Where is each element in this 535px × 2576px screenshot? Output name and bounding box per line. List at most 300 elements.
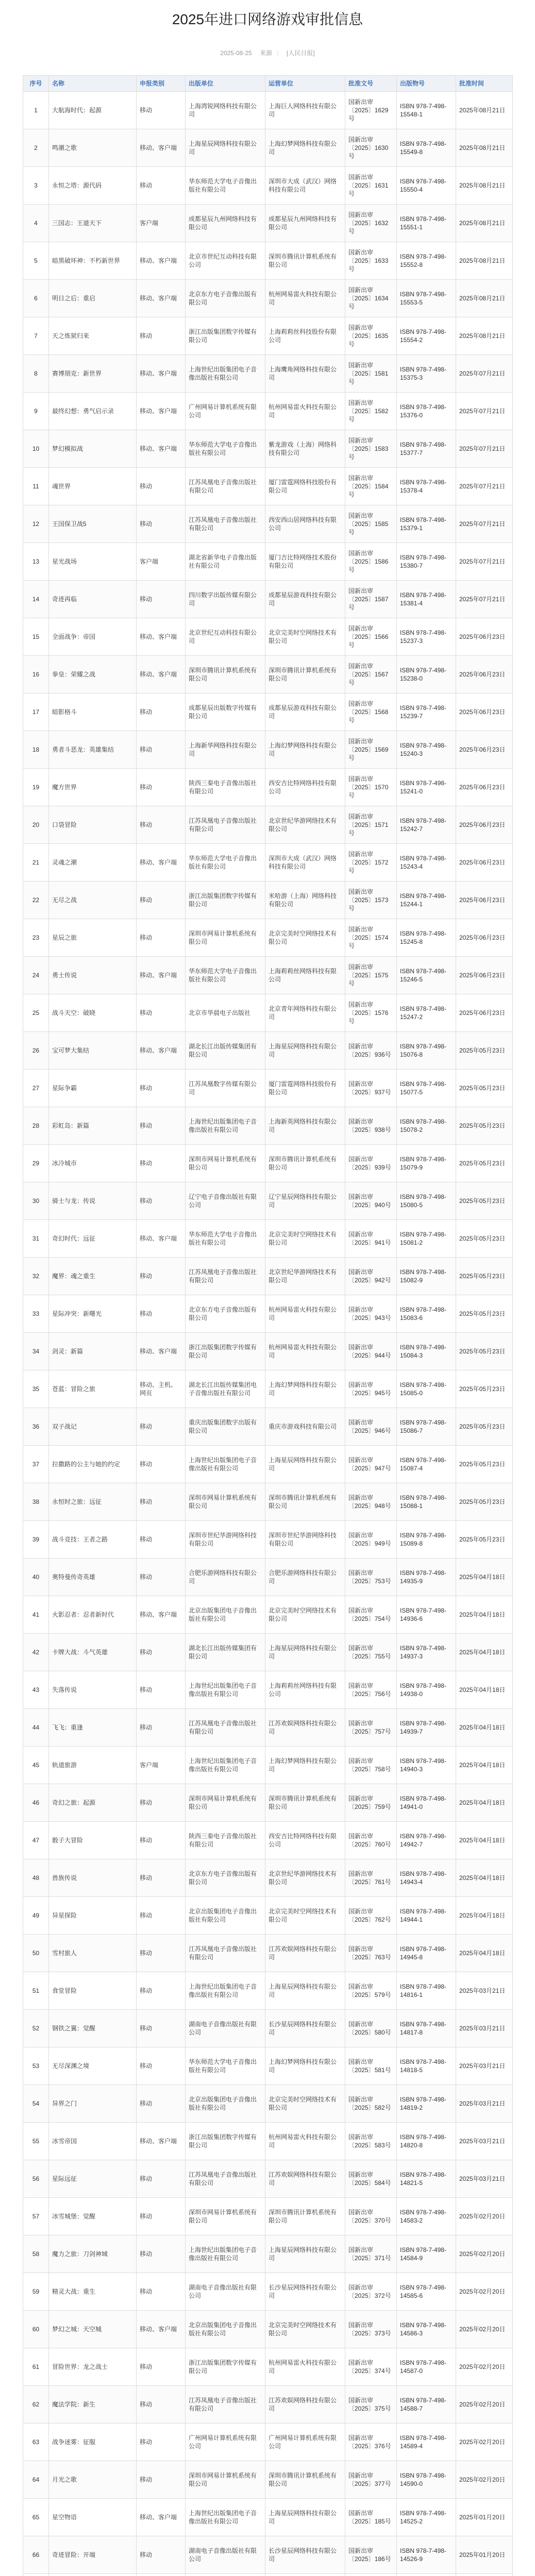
category-cell: 移动 — [137, 2386, 186, 2424]
operator-cell: 北京完美时空网络技术有限公司 — [265, 919, 345, 957]
approval-number-cell: 国新出审〔2025〕1629号 — [345, 92, 397, 129]
category-cell: 移动、客户端 — [137, 2123, 186, 2160]
game-name-cell: 三国志：王道天下 — [49, 205, 137, 242]
table-row — [23, 2348, 513, 2386]
header-cell: 批准时间 — [456, 76, 513, 92]
row-number-cell: 21 — [23, 844, 49, 882]
isbn-cell: ISBN 978-7-498-14820-8 — [397, 2123, 456, 2160]
operator-cell: 深圳市腾讯计算机系统有限公司 — [265, 1483, 345, 1521]
game-name-cell: 宝可梦大集结 — [49, 1032, 137, 1070]
publisher-cell: 上海世纪出版集团电子音像出版社有限公司 — [186, 2235, 265, 2273]
approval-date-cell: 2025年07月21日 — [456, 581, 513, 618]
isbn-cell: ISBN 978-7-498-15247-2 — [397, 994, 456, 1032]
isbn-cell: ISBN 978-7-498-15377-7 — [397, 430, 456, 468]
isbn-cell: ISBN 978-7-498-15082-9 — [397, 1258, 456, 1295]
row-number-cell: 7 — [23, 317, 49, 355]
approval-date-cell: 2025年06月23日 — [456, 919, 513, 957]
row-number-cell: 59 — [23, 2273, 49, 2311]
approval-date-cell: 2025年08月21日 — [456, 280, 513, 317]
publisher-cell: 华东师范大学电子音像出版社有限公司 — [186, 2047, 265, 2085]
game-name-cell: 魂世界 — [49, 468, 137, 505]
publisher-cell: 北京东方电子音像出版有限公司 — [186, 1295, 265, 1333]
table-row — [23, 1032, 513, 1070]
operator-cell: 深圳市腾讯计算机系统有限公司 — [265, 242, 345, 280]
category-cell: 移动、主机、网页 — [137, 1370, 186, 1408]
table-row — [23, 468, 513, 505]
operator-cell: 西安吉比特网络科技有限公司 — [265, 1822, 345, 1859]
isbn-cell: ISBN 978-7-498-15079-9 — [397, 1145, 456, 1182]
publisher-cell: 北京市世纪互动科技有限公司 — [186, 242, 265, 280]
publisher-cell: 浙江出版集团数字传媒有限公司 — [186, 317, 265, 355]
isbn-cell: ISBN 978-7-498-15078-2 — [397, 1107, 456, 1145]
category-cell: 移动 — [137, 1935, 186, 1972]
operator-cell: 深圳市腾讯计算机系统有限公司 — [265, 2198, 345, 2235]
game-name-cell: 冰冷城市 — [49, 1145, 137, 1182]
isbn-cell: ISBN 978-7-498-15550-4 — [397, 167, 456, 205]
approval-number-cell: 国新出审〔2025〕948号 — [345, 1483, 397, 1521]
table-row — [23, 693, 513, 731]
isbn-cell: ISBN 978-7-498-14588-7 — [397, 2386, 456, 2424]
game-name-cell: 苍蓝：冒险之旅 — [49, 1370, 137, 1408]
table-row — [23, 1709, 513, 1747]
row-number-cell: 39 — [23, 1521, 49, 1558]
publisher-cell: 深圳市网易计算机系统有限公司 — [186, 919, 265, 957]
publisher-cell: 华东师范大学电子音像出版社有限公司 — [186, 430, 265, 468]
publisher-cell: 四川数字出版传媒有限公司 — [186, 581, 265, 618]
publisher-cell: 湖南电子音像出版社有限公司 — [186, 2273, 265, 2311]
table-row — [23, 1521, 513, 1558]
isbn-cell: ISBN 978-7-498-14936-6 — [397, 1596, 456, 1634]
game-name-cell: 魔力之旅：刀剑神域 — [49, 2235, 137, 2273]
table-row — [23, 317, 513, 355]
table-row — [23, 2499, 513, 2536]
publisher-cell: 江苏凤凰数字传媒有限公司 — [186, 1070, 265, 1107]
row-number-cell: 45 — [23, 1747, 49, 1784]
isbn-cell: ISBN 978-7-498-14943-4 — [397, 1859, 456, 1897]
table-row — [23, 2574, 513, 2576]
publisher-cell: 上海世纪出版集团电子音像出版社有限公司 — [186, 355, 265, 393]
operator-cell: 北京完美时空网络技术有限公司 — [265, 1220, 345, 1258]
publisher-cell: 湖南电子音像出版社有限公司 — [186, 2010, 265, 2047]
operator-cell: 上海星辰网络科技有限公司 — [265, 1032, 345, 1070]
operator-cell: 江苏欢娱网络科技有限公司 — [265, 1935, 345, 1972]
approval-number-cell: 国新出审〔2025〕945号 — [345, 1370, 397, 1408]
isbn-cell: ISBN 978-7-498-15246-5 — [397, 957, 456, 994]
approval-date-cell: 2025年07月21日 — [456, 543, 513, 581]
publisher-cell: 北京世纪互动科技有限公司 — [186, 618, 265, 656]
approval-date-cell: 2025年03月21日 — [456, 2047, 513, 2085]
game-name-cell: 骰子大冒险 — [49, 1822, 137, 1859]
operator-cell: 厦门雷霆网络科技股份有限公司 — [265, 1070, 345, 1107]
approval-number-cell: 国新出审〔2025〕949号 — [345, 1521, 397, 1558]
game-name-cell: 精灵大战：重生 — [49, 2273, 137, 2311]
game-name-cell: 火影忍者：忍者新时代 — [49, 1596, 137, 1634]
publisher-cell: 上海新华网络科技有限公司 — [186, 731, 265, 769]
table-row — [23, 2085, 513, 2123]
operator-cell — [265, 2574, 345, 2576]
approval-number-cell: 国新出审〔2025〕947号 — [345, 1446, 397, 1483]
publisher-cell: 上海世纪出版集团电子音像出版社有限公司 — [186, 1446, 265, 1483]
approval-date-cell: 2025年02月20日 — [456, 2311, 513, 2348]
operator-cell: 上海幻梦网络科技有限公司 — [265, 2047, 345, 2085]
approval-number-cell: 国新出审〔2025〕1585号 — [345, 505, 397, 543]
approval-number-cell: 国新出审〔2025〕1632号 — [345, 205, 397, 242]
table-row — [23, 1446, 513, 1483]
category-cell: 移动 — [137, 1784, 186, 1822]
operator-cell: 成都星辰游戏科技有限公司 — [265, 693, 345, 731]
approval-date-cell: 2025年05月23日 — [456, 1182, 513, 1220]
isbn-cell: ISBN 978-7-498-14944-1 — [397, 1897, 456, 1935]
approval-number-cell: 国新出审〔2025〕756号 — [345, 1671, 397, 1709]
approval-date-cell: 2025年06月23日 — [456, 656, 513, 693]
approval-number-cell: 国新出审〔2025〕580号 — [345, 2010, 397, 2047]
game-name-cell: 彩虹岛：新篇 — [49, 1107, 137, 1145]
approval-date-cell: 2025年08月21日 — [456, 317, 513, 355]
approval-number-cell: 国新出审〔2025〕373号 — [345, 2311, 397, 2348]
row-number-cell: 32 — [23, 1258, 49, 1295]
category-cell: 移动 — [137, 1446, 186, 1483]
isbn-cell: ISBN 978-7-498-15087-4 — [397, 1446, 456, 1483]
approval-number-cell: 国新出审〔2025〕757号 — [345, 1709, 397, 1747]
row-number-cell: 65 — [23, 2499, 49, 2536]
approval-number-cell: 国新出审〔2025〕941号 — [345, 1220, 397, 1258]
row-number-cell: 35 — [23, 1370, 49, 1408]
category-cell: 移动、客户端 — [137, 2311, 186, 2348]
operator-cell: 深圳市腾讯计算机系统有限公司 — [265, 1145, 345, 1182]
category-cell: 移动、客户端 — [137, 1032, 186, 1070]
approval-number-cell: 国新出审〔2025〕1633号 — [345, 242, 397, 280]
approval-number-cell: 国新出审〔2025〕375号 — [345, 2386, 397, 2424]
game-name-cell: 口袋冒险 — [49, 806, 137, 844]
category-cell: 移动、客户端 — [137, 242, 186, 280]
game-name-cell: 梦幻模拟战 — [49, 430, 137, 468]
row-number-cell: 12 — [23, 505, 49, 543]
game-name-cell: 星空物语 — [49, 2499, 137, 2536]
row-number-cell: 48 — [23, 1859, 49, 1897]
row-number-cell: 44 — [23, 1709, 49, 1747]
approval-date-cell: 2025年05月23日 — [456, 1408, 513, 1446]
table-row — [23, 581, 513, 618]
table-row — [23, 1784, 513, 1822]
operator-cell: 上海星辰网络科技有限公司 — [265, 1634, 345, 1671]
isbn-cell: ISBN 978-7-498-15244-1 — [397, 882, 456, 919]
isbn-cell: ISBN 978-7-498-14937-3 — [397, 1634, 456, 1671]
isbn-cell: ISBN 978-7-498-14941-0 — [397, 1784, 456, 1822]
isbn-cell: ISBN 978-7-498-14584-9 — [397, 2235, 456, 2273]
approval-date-cell: 2025年08月21日 — [456, 129, 513, 167]
approval-date-cell: 2025年06月23日 — [456, 731, 513, 769]
approval-date-cell: 2025年04月18日 — [456, 1822, 513, 1859]
category-cell: 移动 — [137, 1483, 186, 1521]
approval-number-cell: 国新出审〔2025〕1581号 — [345, 355, 397, 393]
game-name-cell: 异界之门 — [49, 2085, 137, 2123]
row-number-cell: 2 — [23, 129, 49, 167]
publisher-cell: 江苏凤凰电子音像出版社有限公司 — [186, 2160, 265, 2198]
isbn-cell: ISBN 978-7-498-15084-3 — [397, 1333, 456, 1370]
approval-date-cell: 2025年06月23日 — [456, 618, 513, 656]
publisher-cell: 深圳市腾讯计算机系统有限公司 — [186, 656, 265, 693]
isbn-cell — [397, 2574, 456, 2576]
publisher-cell: 上海星辰网络科技有限公司 — [186, 129, 265, 167]
isbn-cell: ISBN 978-7-498-15076-8 — [397, 1032, 456, 1070]
game-name-cell: 雪村旅人 — [49, 1935, 137, 1972]
category-cell: 移动 — [137, 2198, 186, 2235]
approval-date-cell: 2025年05月23日 — [456, 1070, 513, 1107]
approval-table — [23, 75, 513, 2576]
category-cell: 移动 — [137, 2424, 186, 2461]
isbn-cell: ISBN 978-7-498-14942-7 — [397, 1822, 456, 1859]
game-name-cell: 战斗竞技：王者之路 — [49, 1521, 137, 1558]
publisher-cell — [186, 2574, 265, 2576]
row-number-cell: 54 — [23, 2085, 49, 2123]
isbn-cell: ISBN 978-7-498-14935-9 — [397, 1558, 456, 1596]
row-number-cell: 40 — [23, 1558, 49, 1596]
game-name-cell: 明日之后：重启 — [49, 280, 137, 317]
row-number-cell: 43 — [23, 1671, 49, 1709]
category-cell: 移动 — [137, 1182, 186, 1220]
table-row — [23, 2461, 513, 2499]
operator-cell: 北京完美时空网络技术有限公司 — [265, 2085, 345, 2123]
approval-number-cell: 国新出审〔2025〕1570号 — [345, 769, 397, 806]
operator-cell: 杭州网易雷火科技有限公司 — [265, 2123, 345, 2160]
row-number-cell: 27 — [23, 1070, 49, 1107]
category-cell: 移动 — [137, 1671, 186, 1709]
isbn-cell: ISBN 978-7-498-14586-3 — [397, 2311, 456, 2348]
table-row — [23, 1596, 513, 1634]
game-name-cell: 星际冲突：新曙光 — [49, 1295, 137, 1333]
approval-number-cell: 国新出审〔2025〕936号 — [345, 1032, 397, 1070]
game-name-cell: 赛博朋克：新世界 — [49, 355, 137, 393]
approval-number-cell: 国新出审〔2025〕755号 — [345, 1634, 397, 1671]
approval-number-cell: 国新出审〔2025〕1566号 — [345, 618, 397, 656]
row-number-cell: 6 — [23, 280, 49, 317]
isbn-cell: ISBN 978-7-498-15549-8 — [397, 129, 456, 167]
approval-number-cell: 国新出审〔2025〕761号 — [345, 1859, 397, 1897]
approval-number-cell: 国新出审〔2025〕584号 — [345, 2160, 397, 2198]
operator-cell: 西安西山居网络科技有限公司 — [265, 505, 345, 543]
row-number-cell: 41 — [23, 1596, 49, 1634]
row-number-cell: 62 — [23, 2386, 49, 2424]
publisher-cell: 江苏凤凰电子音像出版社有限公司 — [186, 1258, 265, 1295]
game-name-cell: 梦幻之城：天空城 — [49, 2311, 137, 2348]
game-name-cell: 大航海时代：起源 — [49, 92, 137, 129]
operator-cell: 杭州网易雷火科技有限公司 — [265, 1333, 345, 1370]
publisher-cell: 江苏凤凰电子音像出版社有限公司 — [186, 505, 265, 543]
category-cell: 移动 — [137, 1972, 186, 2010]
game-name-cell: 奇幻之旅：起源 — [49, 1784, 137, 1822]
operator-cell: 厦门吉比特网络技术股份有限公司 — [265, 543, 345, 581]
approval-date-cell: 2025年08月21日 — [456, 242, 513, 280]
operator-cell: 深圳市大成（武汉）网络科技有限公司 — [265, 844, 345, 882]
table-row — [23, 1220, 513, 1258]
publisher-cell: 江苏凤凰电子音像出版社有限公司 — [186, 806, 265, 844]
isbn-cell: ISBN 978-7-498-15554-2 — [397, 317, 456, 355]
approval-date-cell: 2025年02月20日 — [456, 2198, 513, 2235]
approval-number-cell: 国新出审〔2025〕370号 — [345, 2198, 397, 2235]
isbn-cell: ISBN 978-7-498-15378-4 — [397, 468, 456, 505]
approval-date-cell: 2025年05月23日 — [456, 1258, 513, 1295]
game-name-cell: 奇迹再临 — [49, 581, 137, 618]
operator-cell: 深圳市大成（武汉）网络科技有限公司 — [265, 167, 345, 205]
approval-date-cell: 2025年04月18日 — [456, 1558, 513, 1596]
operator-cell: 上海鹰角网络科技有限公司 — [265, 355, 345, 393]
game-name-cell: 奇幻时代：远征 — [49, 1220, 137, 1258]
category-cell: 移动 — [137, 1070, 186, 1107]
row-number-cell: 14 — [23, 581, 49, 618]
operator-cell: 上海星辰网络科技有限公司 — [265, 2499, 345, 2536]
approval-date-cell: 2025年04月18日 — [456, 1935, 513, 1972]
table-row — [23, 2386, 513, 2424]
approval-date-cell: 2025年05月23日 — [456, 1032, 513, 1070]
game-name-cell: 拳皇：荣耀之战 — [49, 656, 137, 693]
approval-number-cell: 国新出审〔2025〕1568号 — [345, 693, 397, 731]
table-row — [23, 355, 513, 393]
approval-number-cell: 国新出审〔2025〕583号 — [345, 2123, 397, 2160]
isbn-cell: ISBN 978-7-498-15083-6 — [397, 1295, 456, 1333]
category-cell: 移动 — [137, 1521, 186, 1558]
approval-date-cell: 2025年05月23日 — [456, 1220, 513, 1258]
category-cell: 移动 — [137, 2047, 186, 2085]
isbn-cell: ISBN 978-7-498-15089-8 — [397, 1521, 456, 1558]
approval-number-cell: 国新出审〔2025〕760号 — [345, 1822, 397, 1859]
article-meta — [23, 45, 512, 61]
table-row — [23, 1671, 513, 1709]
operator-cell: 上海幻梦网络科技有限公司 — [265, 731, 345, 769]
approval-number-cell: 国新出审〔2025〕1634号 — [345, 280, 397, 317]
publisher-cell: 浙江出版集团数字传媒有限公司 — [186, 1333, 265, 1370]
publisher-cell: 北京出版集团电子音像出版社有限公司 — [186, 2311, 265, 2348]
approval-date-cell: 2025年05月23日 — [456, 1483, 513, 1521]
operator-cell: 上海新英网络科技有限公司 — [265, 1107, 345, 1145]
game-name-cell: 冒险世界：龙之战士 — [49, 2348, 137, 2386]
game-name-cell: 勇士传说 — [49, 957, 137, 994]
category-cell: 移动、客户端 — [137, 129, 186, 167]
isbn-cell: ISBN 978-7-498-15243-4 — [397, 844, 456, 882]
publisher-cell: 合肥乐游网络科技有限公司 — [186, 1558, 265, 1596]
operator-cell: 上海莉莉丝网络科技有限公司 — [265, 957, 345, 994]
publisher-cell: 成都星辰九州网络科技有限公司 — [186, 205, 265, 242]
table-row — [23, 731, 513, 769]
row-number-cell: 19 — [23, 769, 49, 806]
approval-date-cell: 2025年02月20日 — [456, 2273, 513, 2311]
game-name-cell: 冰雪城堡：觉醒 — [49, 2198, 137, 2235]
approval-number-cell: 国新出审〔2025〕758号 — [345, 1747, 397, 1784]
category-cell: 移动 — [137, 1558, 186, 1596]
publisher-cell: 深圳市网易计算机系统有限公司 — [186, 1145, 265, 1182]
row-number-cell: 37 — [23, 1446, 49, 1483]
approval-number-cell: 国新出审〔2025〕946号 — [345, 1408, 397, 1446]
publisher-cell: 上海湾锐网络科技有限公司 — [186, 92, 265, 129]
isbn-cell: ISBN 978-7-498-14938-0 — [397, 1671, 456, 1709]
category-cell: 移动 — [137, 167, 186, 205]
isbn-cell: ISBN 978-7-498-15375-3 — [397, 355, 456, 393]
game-name-cell: 星光战场 — [49, 543, 137, 581]
source-separator: ： — [276, 49, 283, 57]
row-number-cell: 22 — [23, 882, 49, 919]
publisher-cell: 北京出版集团电子音像出版社有限公司 — [186, 1897, 265, 1935]
operator-cell: 江苏欢娱网络科技有限公司 — [265, 1709, 345, 1747]
row-number-cell: 13 — [23, 543, 49, 581]
row-number-cell: 17 — [23, 693, 49, 731]
game-name-cell: 星际争霸 — [49, 1070, 137, 1107]
approval-number-cell: 国新出审〔2025〕939号 — [345, 1145, 397, 1182]
isbn-cell: ISBN 978-7-498-14583-2 — [397, 2198, 456, 2235]
category-cell: 移动 — [137, 1145, 186, 1182]
game-name-cell: 全面战争：帝国 — [49, 618, 137, 656]
approval-date-cell: 2025年04月18日 — [456, 1897, 513, 1935]
game-name-cell: 失落传说 — [49, 1671, 137, 1709]
game-name-cell: 魔法学院：新生 — [49, 2386, 137, 2424]
publisher-cell: 成都星辰出版数字传媒有限公司 — [186, 693, 265, 731]
row-number-cell: 23 — [23, 919, 49, 957]
approval-date-cell: 2025年07月21日 — [456, 355, 513, 393]
table-row — [23, 1408, 513, 1446]
table-row — [23, 957, 513, 994]
operator-cell: 上海莉莉丝科技股份有限公司 — [265, 317, 345, 355]
header-cell: 运营单位 — [265, 76, 345, 92]
approval-date-cell: 2025年05月23日 — [456, 1295, 513, 1333]
approval-number-cell — [345, 2574, 397, 2576]
operator-cell: 成都星辰游戏科技有限公司 — [265, 581, 345, 618]
table-row — [23, 2311, 513, 2348]
isbn-cell: ISBN 978-7-498-14526-9 — [397, 2536, 456, 2574]
table-row — [23, 769, 513, 806]
game-name-cell: 最终幻想：勇气启示录 — [49, 393, 137, 430]
game-name-cell: 异星探险 — [49, 1897, 137, 1935]
category-cell: 移动 — [137, 2010, 186, 2047]
operator-cell: 江苏欢娱网络科技有限公司 — [265, 2386, 345, 2424]
approval-date-cell: 2025年05月23日 — [456, 1107, 513, 1145]
operator-cell: 北京世纪华游网络技术有限公司 — [265, 806, 345, 844]
table-row — [23, 2536, 513, 2574]
header-cell: 出版物号 — [397, 76, 456, 92]
approval-date-cell: 2025年04月18日 — [456, 1784, 513, 1822]
publisher-cell: 浙江出版集团数字传媒有限公司 — [186, 882, 265, 919]
approval-date-cell: 2025年05月23日 — [456, 1446, 513, 1483]
isbn-cell: ISBN 978-7-498-15085-0 — [397, 1370, 456, 1408]
operator-cell: 上海幻梦网络科技有限公司 — [265, 129, 345, 167]
table-row — [23, 280, 513, 317]
isbn-cell: ISBN 978-7-498-15237-3 — [397, 618, 456, 656]
publisher-cell: 陕西三秦电子音像出版社有限公司 — [186, 1822, 265, 1859]
row-number-cell: 58 — [23, 2235, 49, 2273]
publisher-cell: 北京东方电子音像出版有限公司 — [186, 280, 265, 317]
publisher-cell: 华东师范大学电子音像出版社有限公司 — [186, 167, 265, 205]
table-row — [23, 2424, 513, 2461]
row-number-cell: 1 — [23, 92, 49, 129]
operator-cell: 北京完美时空网络技术有限公司 — [265, 618, 345, 656]
approval-date-cell — [456, 2574, 513, 2576]
approval-number-cell: 国新出审〔2025〕1576号 — [345, 994, 397, 1032]
approval-date-cell: 2025年03月21日 — [456, 2123, 513, 2160]
approval-number-cell: 国新出审〔2025〕377号 — [345, 2461, 397, 2499]
approval-date-cell: 2025年08月21日 — [456, 205, 513, 242]
category-cell: 移动 — [137, 1822, 186, 1859]
table-row — [23, 1333, 513, 1370]
approval-date-cell: 2025年02月20日 — [456, 2348, 513, 2386]
category-cell: 移动 — [137, 2273, 186, 2311]
table-row — [23, 430, 513, 468]
table-row — [23, 2235, 513, 2273]
row-number-cell: 60 — [23, 2311, 49, 2348]
game-name-cell: 天之炼狱归来 — [49, 317, 137, 355]
operator-cell: 上海星辰网络科技有限公司 — [265, 2235, 345, 2273]
category-cell: 移动 — [137, 92, 186, 129]
game-name-cell: 奥特曼传奇英雄 — [49, 1558, 137, 1596]
publisher-cell: 浙江出版集团数字传媒有限公司 — [186, 2348, 265, 2386]
isbn-cell: ISBN 978-7-498-15086-7 — [397, 1408, 456, 1446]
row-number-cell: 63 — [23, 2424, 49, 2461]
